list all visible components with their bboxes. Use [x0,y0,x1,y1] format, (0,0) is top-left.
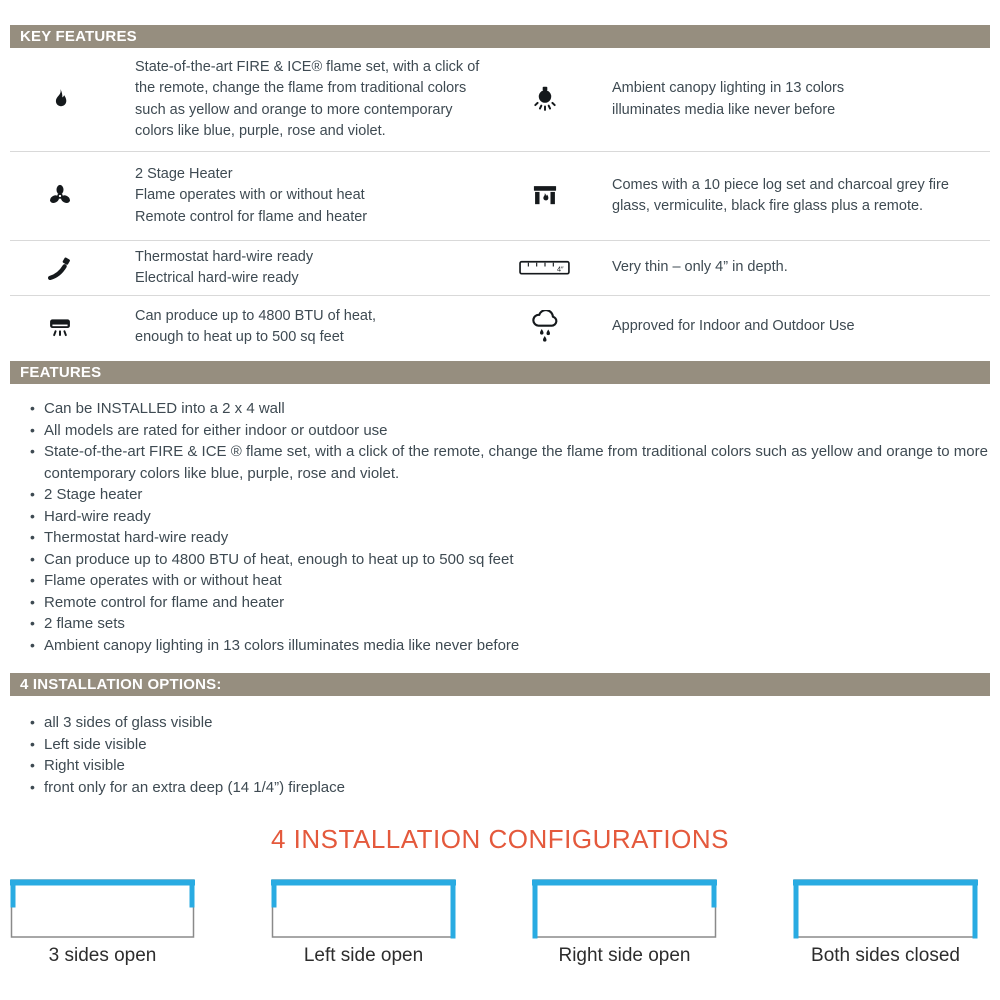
diagram-label: Both sides closed [811,945,960,966]
features-section [10,361,990,656]
key-feature-cell [10,152,500,240]
installation-diagrams [10,877,978,967]
features-header: FEATURES [10,361,990,384]
features-list [10,398,990,656]
key-feature-row [10,48,990,152]
installation-diagram [532,877,717,967]
fireplace-outline-diagram [271,877,456,939]
key-feature-cell [10,296,500,358]
key-features-table [10,48,990,358]
diagram-label: Left side open [303,945,424,966]
installation-option-item: • Left side visible [44,734,990,756]
fireplace-outline-diagram [10,877,195,939]
diagram-label: Right side open [558,945,691,966]
installation-diagram [793,877,978,967]
key-feature-cell [500,152,990,240]
installation-configurations-section [10,824,990,967]
installation-diagram [271,877,456,967]
fireplace-outline-diagram [793,877,978,939]
feature-bullet-item: • Thermostat hard-wire ready [44,527,990,549]
key-feature-text: Can produce up to 4800 BTU of heat, enough to heat up to 500 sq feet [135,307,377,345]
feature-bullet-item: • 2 flame sets [44,613,990,635]
key-feature-text: Ambient canopy lighting in 13 colors illuminates media like never before [612,80,845,118]
feature-bullet-item: • Can produce up to 4800 BTU of heat, enough to heat up to 500 sq feet [44,549,990,571]
installation-option-item: • Right visible [44,755,990,777]
lightbulb-icon [500,85,590,115]
key-feature-row [10,241,990,296]
fan-icon [10,182,110,210]
installation-diagram [10,877,195,967]
key-feature-text: Thermostat hard-wire ready Electrical hard-wire ready [135,248,314,286]
feature-bullet-item: • State-of-the-art FIRE & ICE ® flame set, with a click of the remote, change the flame from traditional colors such as yellow and orange to more contemporary colors like blue, purple, rose and violet. [44,441,990,484]
key-feature-text: Comes with a 10 piece log set and charcoal grey fire glass, vermiculite, black fire glass plus a remote. [612,176,949,214]
installation-option-item: • front only for an extra deep (14 1/4”) fireplace [44,777,990,799]
feature-bullet-item: • All models are rated for either indoor or outdoor use [44,420,990,442]
key-feature-text: Very thin – only 4” in depth. [612,259,788,276]
key-feature-cell [500,48,990,151]
feature-bullet-item: • Can be INSTALLED into a 2 x 4 wall [44,398,990,420]
key-feature-cell [10,241,500,295]
feature-bullet-item: • Flame operates with or without heat [44,570,990,592]
cloud-rain-icon [500,310,590,345]
svg-text:4″: 4″ [556,264,564,274]
diagram-label: 3 sides open [48,945,157,966]
key-feature-text: Approved for Indoor and Outdoor Use [612,318,855,335]
installation-options-list [10,712,990,798]
feature-bullet-item: • Ambient canopy lighting in 13 colors illuminates media like never before [44,635,990,657]
key-feature-row [10,152,990,241]
key-feature-cell [500,241,990,295]
feature-bullet-item: • Remote control for flame and heater [44,592,990,614]
key-features-header: KEY FEATURES [10,25,990,48]
key-feature-text: 2 Stage Heater Flame operates with or without heat Remote control for flame and heater [135,165,368,225]
fireplace-outline-diagram [532,877,717,939]
key-feature-text: State-of-the-art FIRE & ICE® flame set, with a click of the remote, change the flame from traditional colors such as yellow and orange to more contemporary colors like blue, purple, rose and violet. [135,58,480,139]
fireplace-icon [500,182,590,210]
heater-icon [10,313,110,341]
feature-bullet-item: • Hard-wire ready [44,506,990,528]
installation-option-item: • all 3 sides of glass visible [44,712,990,734]
feature-bullet-item: • 2 Stage heater [44,484,990,506]
key-feature-cell [500,296,990,358]
key-feature-cell [10,48,500,151]
installation-configurations-title: 4 INSTALLATION CONFIGURATIONS [271,824,729,854]
wire-icon [10,254,110,282]
ruler-4in-icon [500,260,590,276]
key-features-section [10,25,990,358]
installation-options-section [10,673,990,798]
flame-icon [10,86,110,114]
installation-options-header: 4 INSTALLATION OPTIONS: [10,673,990,696]
key-feature-row [10,296,990,358]
